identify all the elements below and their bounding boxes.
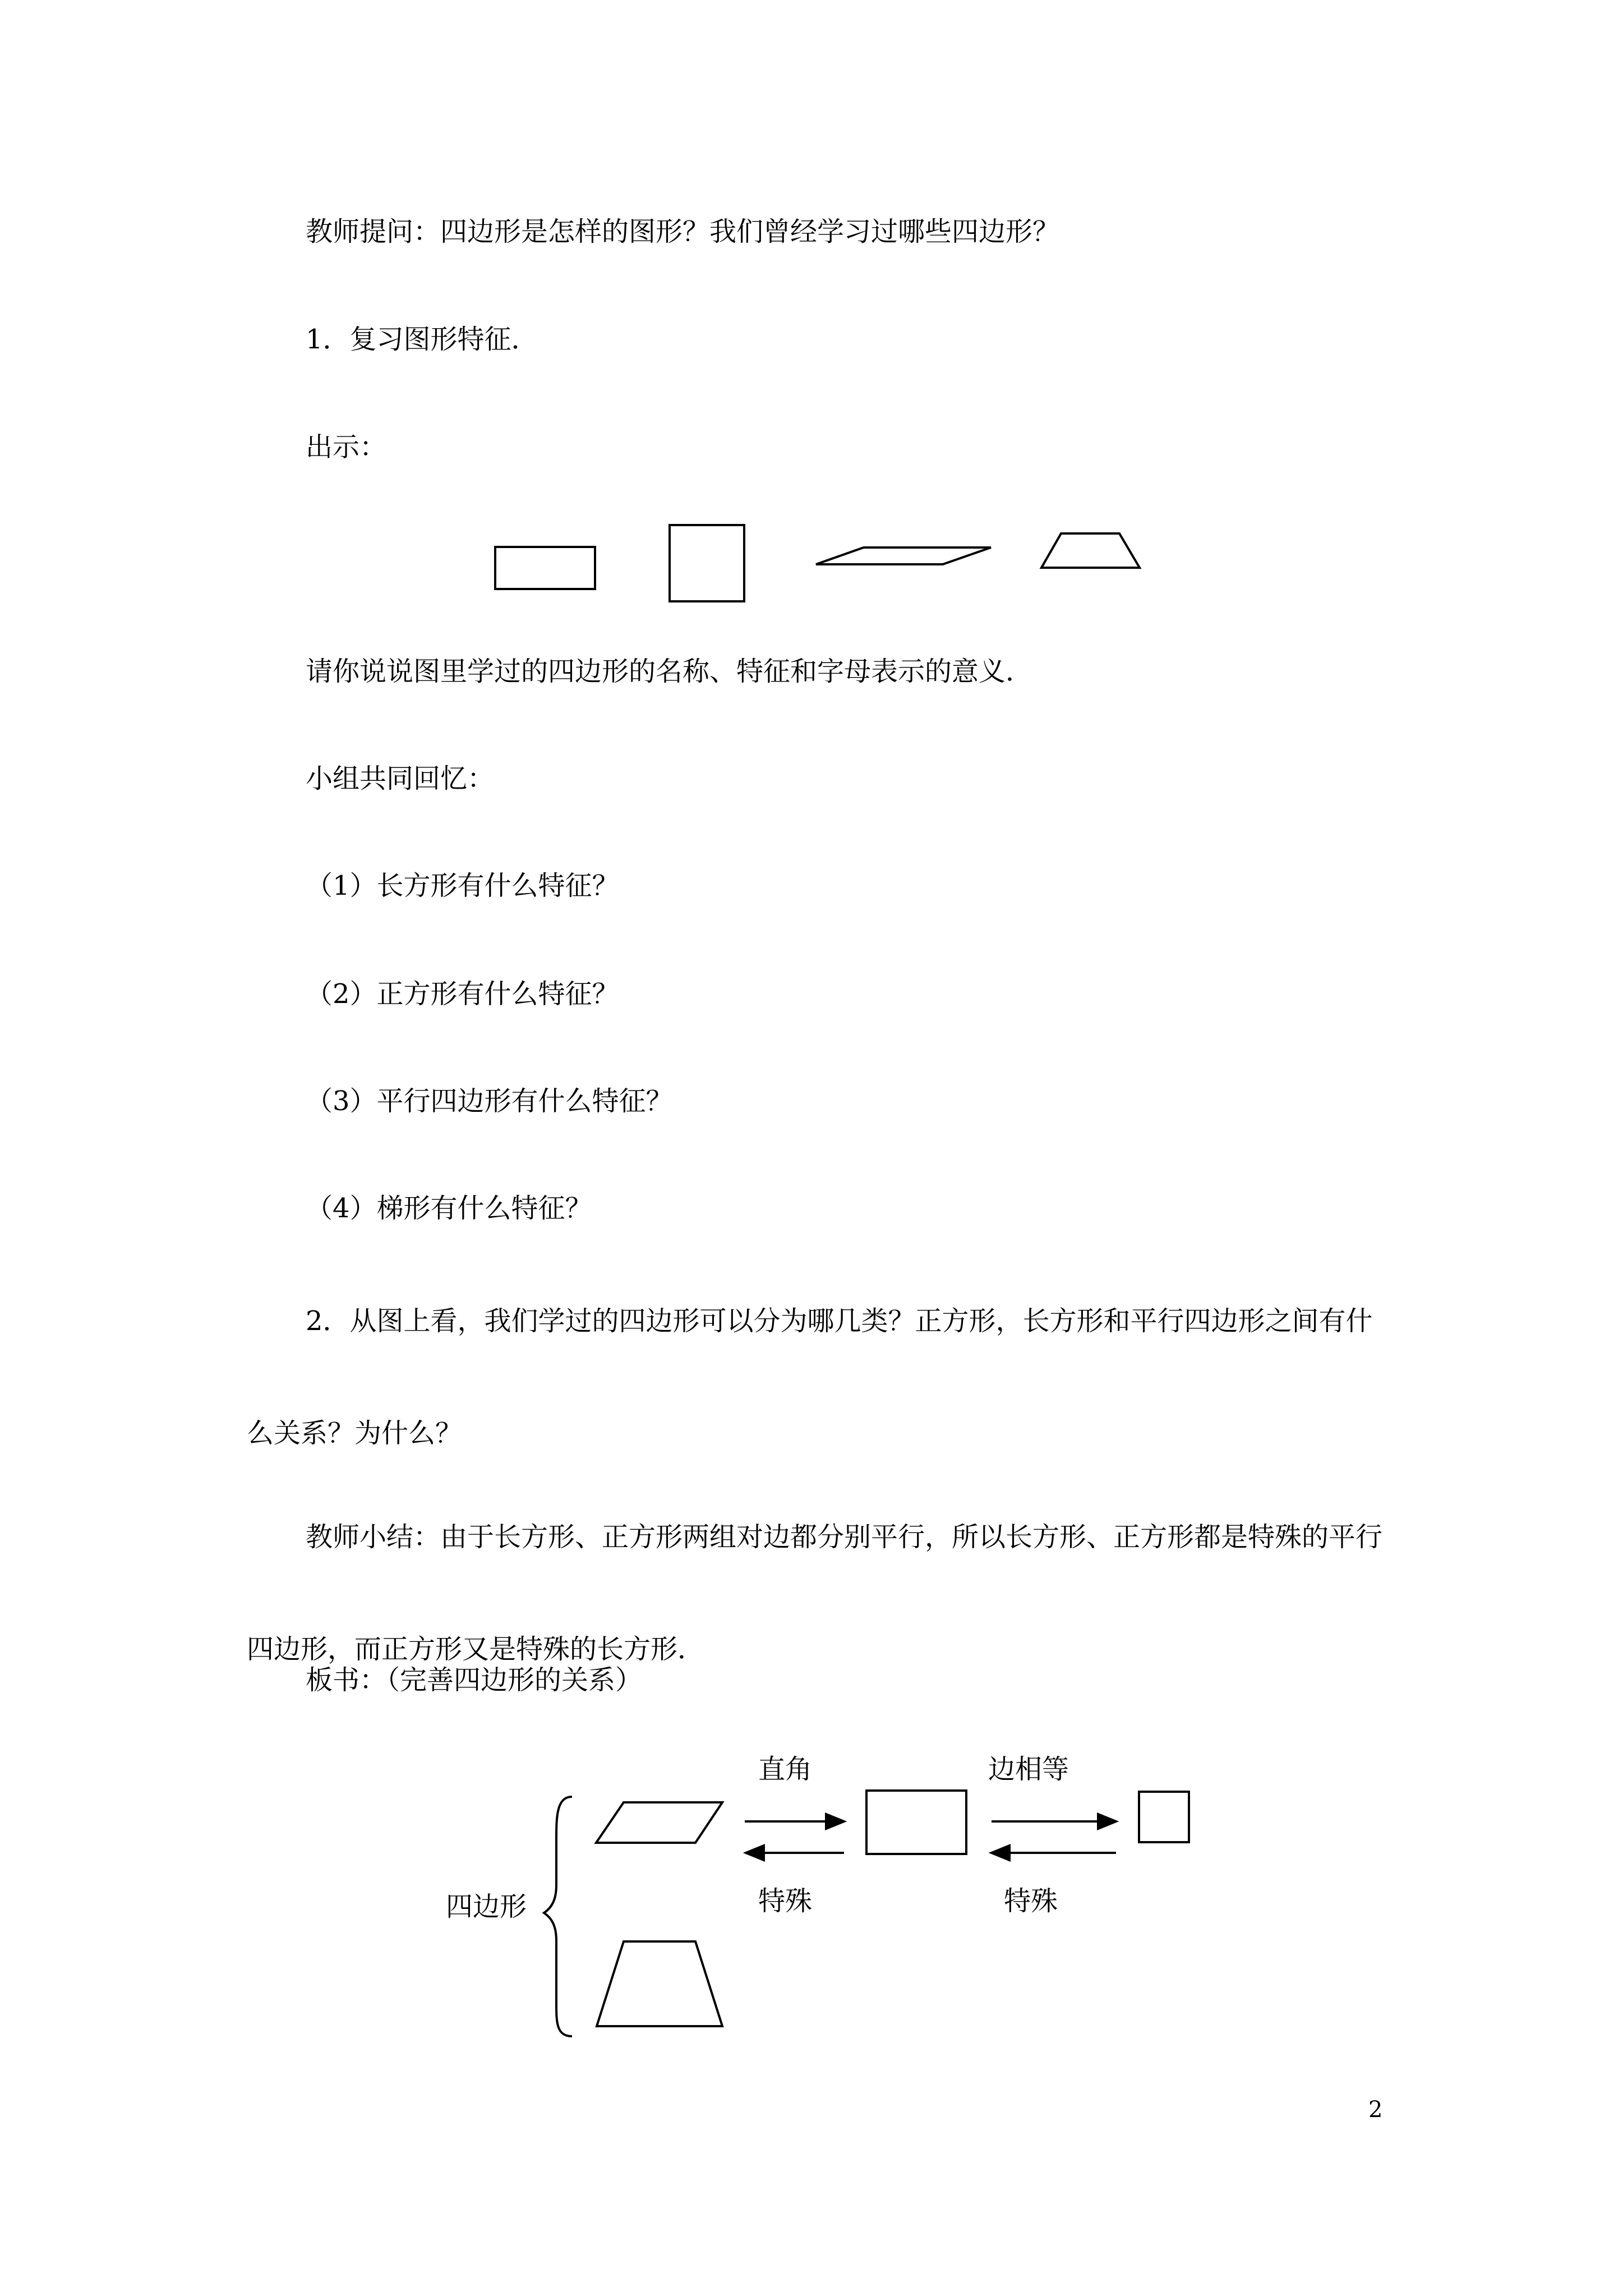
- arrow2-bottom-label: 特殊: [1004, 1885, 1058, 1917]
- question-rectangle: （1）长方形有什么特征？: [306, 870, 619, 901]
- paragraph-show: 出示：: [306, 431, 387, 463]
- arrow2-right-head: [1098, 1814, 1116, 1829]
- question-parallelogram: （3）平行四边形有什么特征？: [306, 1085, 673, 1117]
- arrow1-left-head: [746, 1846, 764, 1860]
- paragraph-group-recall: 小组共同回忆：: [306, 763, 495, 794]
- trapezoid-node: [597, 1941, 722, 2026]
- arrow1-right-head: [826, 1814, 844, 1829]
- question-square: （2）正方形有什么特征？: [306, 978, 619, 1010]
- parallelogram-node: [596, 1802, 722, 1843]
- paragraph-blackboard: 板书：（完善四边形的关系）: [306, 1664, 643, 1696]
- paragraph-review-features: 1．复习图形特征．: [306, 324, 538, 355]
- arrow1-top-label: 直角: [758, 1754, 813, 1785]
- paragraph-teacher-summary: 教师小结：由于长方形、正方形两组对边都分别平行，所以长方形、正方形都是特殊的平行四边形，而正方形又是特殊的长方形．: [247, 1521, 1383, 1665]
- square-node: [1139, 1792, 1189, 1842]
- paragraph-describe: 请你说说图里学过的四边形的名称、特征和字母表示的意义．: [306, 656, 1033, 687]
- arrow1-bottom-label: 特殊: [758, 1885, 813, 1917]
- diagram-root-label: 四边形: [446, 1891, 527, 1922]
- arrow2-left-head: [992, 1846, 1009, 1860]
- paragraph-teacher-question: 教师提问：四边形是怎样的图形？我们曾经学习过哪些四边形？: [306, 216, 1060, 247]
- paragraph-classification: 2．从图上看，我们学过的四边形可以分为哪几类？正方形，长方形和平行四边形之间有什么关系？为什么？: [247, 1305, 1373, 1449]
- rectangle-node: [866, 1791, 966, 1854]
- page-number: 2: [1368, 2097, 1383, 2123]
- curly-brace: [544, 1797, 572, 2036]
- arrow2-top-label: 边相等: [988, 1754, 1069, 1785]
- question-trapezoid: （4）梯形有什么特征？: [306, 1193, 592, 1224]
